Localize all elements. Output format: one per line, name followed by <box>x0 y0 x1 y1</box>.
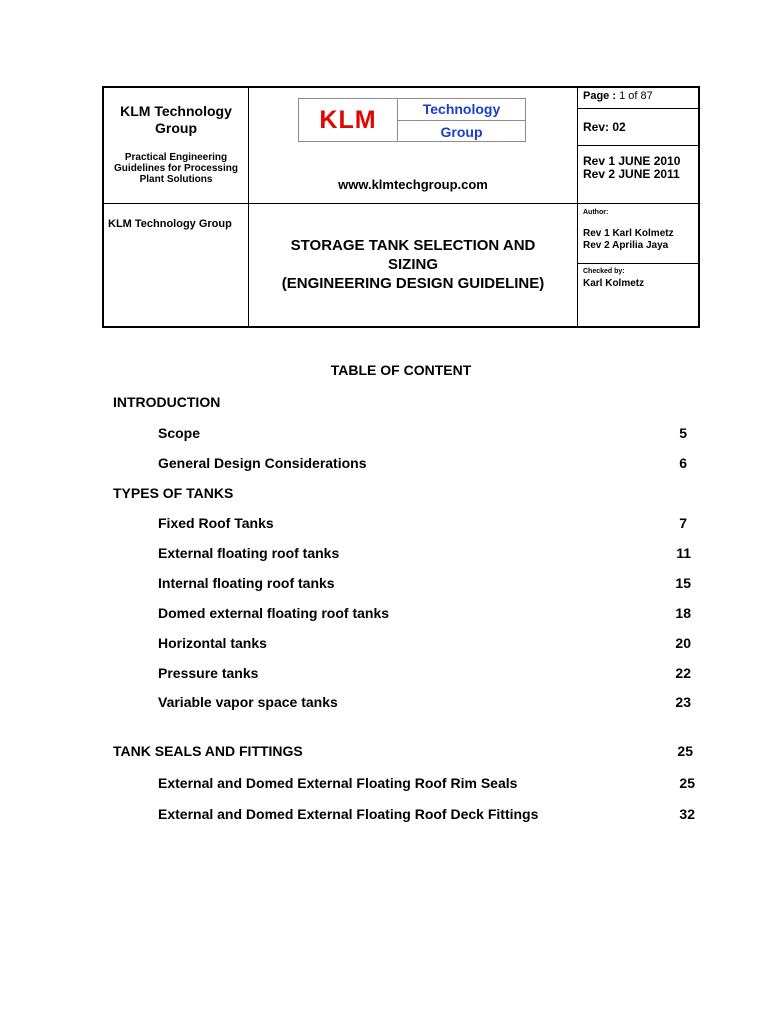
tagline-line1: Practical Engineering <box>124 152 228 163</box>
toc-item: Horizontal tanks <box>158 635 267 651</box>
header-divider <box>577 108 700 109</box>
company-name <box>104 103 248 137</box>
checked-by-label: Checked by: <box>583 268 625 275</box>
toc-item: Fixed Roof Tanks <box>158 515 274 531</box>
toc-title: TABLE OF CONTENT <box>330 362 472 378</box>
logo-technology-text: Technology <box>422 101 501 117</box>
author-1: Rev 1 Karl Kolmetz <box>583 228 674 239</box>
logo-klm-text: KLM <box>319 106 377 134</box>
toc-page-number: 7 <box>679 515 687 531</box>
page-label: Page : <box>583 90 617 102</box>
toc-page-number: 32 <box>679 806 695 822</box>
checked-by-name: Karl Kolmetz <box>583 278 645 289</box>
revision-number: Rev: 02 <box>583 120 626 134</box>
author-list <box>583 228 674 252</box>
title-line2: SIZING <box>387 256 438 273</box>
header-divider <box>577 263 700 264</box>
toc-item: Internal floating roof tanks <box>158 575 335 591</box>
website-link[interactable]: www.klmtechgroup.com <box>338 177 488 192</box>
title-line1: STORAGE TANK SELECTION AND <box>290 237 536 254</box>
logo-group-text: Group <box>440 124 483 140</box>
toc-page-number: 23 <box>675 694 691 710</box>
toc-page-number: 6 <box>679 455 687 471</box>
revision-dates <box>583 155 680 181</box>
toc-page-number: 22 <box>675 665 691 681</box>
toc-section: TYPES OF TANKS <box>113 485 234 501</box>
tagline-line2: Guidelines for Processing <box>114 163 238 174</box>
company-name-line2: Group <box>155 120 197 136</box>
toc-page-number: 18 <box>675 605 691 621</box>
company-name-line1: KLM Technology <box>120 103 232 119</box>
toc-section: TANK SEALS AND FITTINGS <box>113 743 303 759</box>
page-indicator <box>583 90 653 102</box>
toc-page-number: 25 <box>679 775 695 791</box>
toc-item: General Design Considerations <box>158 455 367 471</box>
document-title <box>249 236 577 293</box>
toc-page-number: 25 <box>677 743 693 759</box>
company-name-small: KLM Technology Group <box>108 218 232 230</box>
toc-page-number: 11 <box>676 545 691 561</box>
toc-section: INTRODUCTION <box>113 394 221 410</box>
klm-logo <box>298 98 526 142</box>
title-line3: (ENGINEERING DESIGN GUIDELINE) <box>281 275 545 292</box>
author-2: Rev 2 Aprilia Jaya <box>583 240 669 251</box>
toc-item: External and Domed External Floating Roof Rim Seals <box>158 775 518 791</box>
toc-item: External floating roof tanks <box>158 545 340 561</box>
header-divider <box>102 203 700 204</box>
toc-item: External and Domed External Floating Roof Deck Fittings <box>158 806 539 822</box>
rev1-date: Rev 1 JUNE 2010 <box>583 154 681 168</box>
logo-divider <box>398 120 525 121</box>
toc-item: Domed external floating roof tanks <box>158 605 390 621</box>
toc-page-number: 20 <box>675 635 691 651</box>
author-label: Author: <box>583 209 609 216</box>
toc-item: Pressure tanks <box>158 665 259 681</box>
header-divider <box>577 145 700 146</box>
toc-page-number: 5 <box>679 425 687 441</box>
toc-item: Scope <box>158 425 201 441</box>
toc-item: Variable vapor space tanks <box>158 694 338 710</box>
company-tagline <box>104 152 248 185</box>
page-value: 1 of 87 <box>619 90 653 102</box>
header-divider <box>577 86 578 328</box>
rev2-date: Rev 2 JUNE 2011 <box>583 167 680 181</box>
tagline-line3: Plant Solutions <box>139 174 213 185</box>
toc-page-number: 15 <box>675 575 691 591</box>
